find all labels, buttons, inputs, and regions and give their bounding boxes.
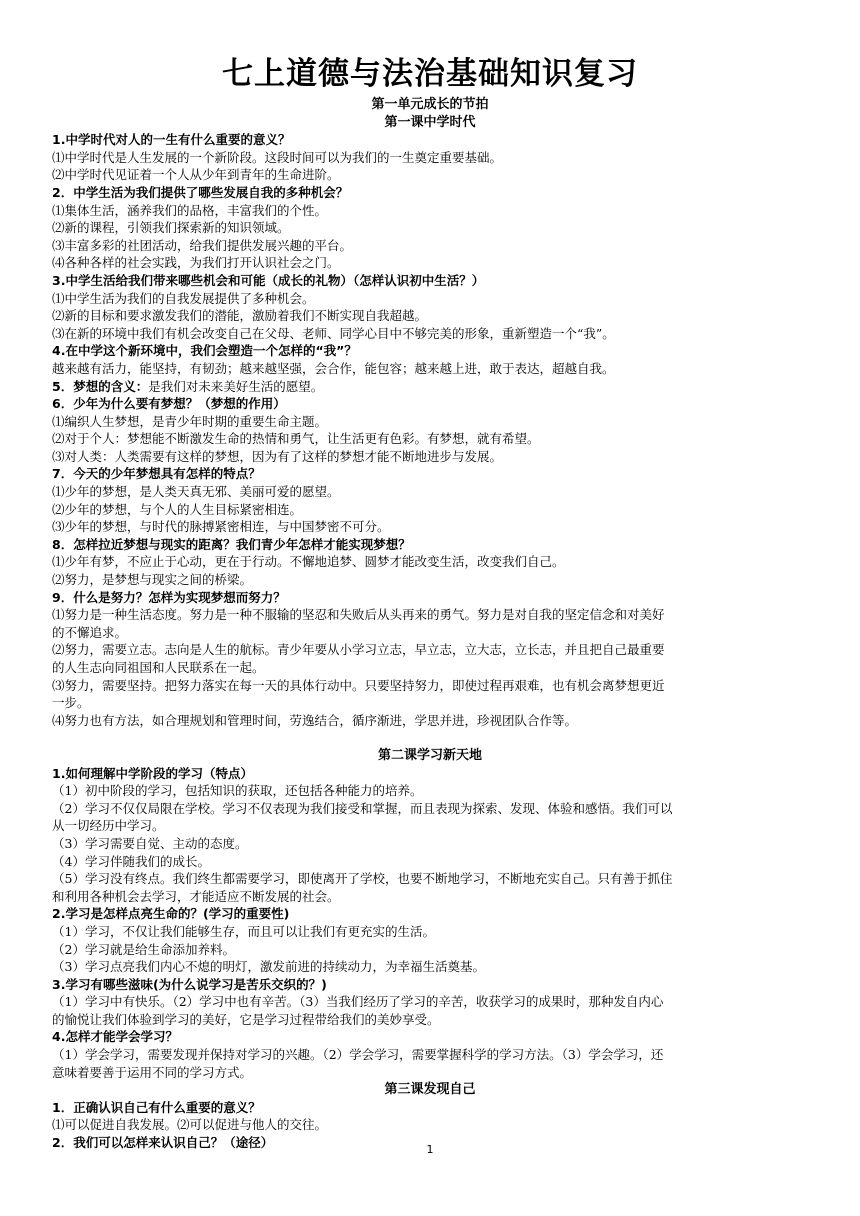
- answer-line: （3）学习需要自觉、主动的态度。: [52, 835, 248, 851]
- answer-line: ⑴可以促进自我发展。⑵可以促进与他人的交往。: [52, 1117, 328, 1133]
- answer-line: （4）学习伴随我们的成长。: [52, 853, 210, 869]
- answer-line: ⑵少年的梦想，与个人的人生目标紧密相连。: [52, 501, 303, 517]
- question: 9．什么是努力？怎样为实现梦想而努力？: [52, 589, 286, 605]
- unit-heading: 第一单元成长的节拍: [371, 97, 489, 112]
- answer-line: （5）学习没有终点。我们终生都需要学习，即使离开了学校，也要不断地学习，不断地充实自己。只有善于抓住: [52, 871, 673, 887]
- answer-line: ⑷努力也有方法，如合理规划和管理时间，劳逸结合，循序渐进，学思并进，珍视团队合作等。: [52, 712, 578, 728]
- answer-line: 一步。: [52, 695, 90, 711]
- answer-line: ⑶少年的梦想，与时代的脉搏紧密相连，与中国梦密不可分。: [52, 519, 390, 535]
- answer-line: ⑵努力，是梦想与现实之间的桥梁。: [52, 572, 253, 588]
- answer-line: （1）学习，不仅让我们能够生存，而且可以让我们有更充实的生活。: [52, 923, 435, 939]
- answer-line: 的人生志向同祖国和人民联系在一起。: [52, 660, 265, 675]
- question: 2.学习是怎样点亮生命的？(学习的重要性): [52, 906, 290, 922]
- answer-line: （2）学习不仅仅局限在学校。学习不仅表现为我们接受和掌握，而且表现为探索、发现、体验和感悟。我们可以: [52, 800, 673, 816]
- question-inline: [52, 378, 808, 396]
- document-page: [52, 52, 808, 1152]
- answer-line: ⑴中学生活为我们的自我发展提供了多种机会。: [52, 290, 315, 306]
- answer-line: ⑴集体生活，涵养我们的品格，丰富我们的个性。: [52, 202, 328, 218]
- question-label: 5．梦想的含义：: [52, 378, 149, 394]
- section-gap: [52, 729, 808, 747]
- question: 4.怎样才能学会学习？: [52, 1029, 178, 1045]
- answer-line: 意味着要善于运用不同的学习方式。: [52, 1064, 253, 1080]
- answer-line: （2）学习就是给生命添加养料。: [52, 941, 235, 957]
- lesson2-heading: 第二课学习新天地: [377, 747, 482, 763]
- question: 4.在中学这个新环境中，我们会塑造一个怎样的“我”？: [52, 343, 357, 359]
- document-title: 七上道德与法治基础知识复习: [222, 56, 638, 92]
- answer-line: 和利用各种机会去学习，才能适应不断发展的社会。: [52, 888, 340, 904]
- question: 8．怎样拉近梦想与现实的距离？我们青少年怎样才能实现梦想？: [52, 536, 411, 552]
- lesson1-heading: 第一课中学时代: [384, 114, 476, 130]
- answer-line: ⑷各种各样的社会实践，为我们打开认识社会之门。: [52, 255, 340, 271]
- question: 1．正确认识自己有什么重要的意义？: [52, 1099, 261, 1115]
- answer-line: 的不懈追求。: [52, 624, 128, 640]
- answer-line: （1）学会学习，需要发现并保持对学习的兴趣。（2）学会学习，需要掌握科学的学习方法。（3）学会学习，还: [52, 1047, 664, 1063]
- question: 1.中学时代对人的一生有什么重要的意义？: [52, 132, 291, 148]
- question: 2．我们可以怎样来认识自己？（途径）: [52, 1135, 274, 1151]
- answer-line: ⑶在新的环境中我们有机会改变自己在父母、老师、同学心目中不够完美的形象，重新塑造一个“我”。: [52, 325, 615, 341]
- answer-line: 从一切经历中学习。: [52, 818, 165, 834]
- answer-line: 的愉悦让我们体验到学习的美好，它是学习过程带给我们的美妙享受。: [52, 1011, 440, 1027]
- question: 3.学习有哪些滋味(为什么说学习是苦乐交织的？): [52, 976, 327, 992]
- answer-line: （1）学习中有快乐。（2）学习中也有辛苦。（3）当我们经历了学习的辛苦，收获学习的成果时，那种发自内心: [52, 994, 664, 1010]
- answer-line: （1）初中阶段的学习，包括知识的获取，还包括各种能力的培养。: [52, 783, 423, 799]
- answer-line: ⑴努力是一种生活态度。努力是一种不服输的坚忍和失败后从头再来的勇气。努力是对自我的坚定信念和对美好: [52, 607, 665, 623]
- answer-line: ⑶丰富多彩的社团活动，给我们提供发展兴趣的平台。: [52, 237, 353, 253]
- question: 2．中学生活为我们提供了哪些发展自我的多种机会？: [52, 184, 349, 200]
- answer-line: （3）学习点亮我们内心不熄的明灯，激发前进的持续动力，为幸福生活奠基。: [52, 959, 485, 975]
- answer-line: ⑴中学时代是人生发展的一个新阶段。这段时间可以为我们的一生奠定重要基础。: [52, 149, 503, 165]
- page-number: 1: [426, 1143, 434, 1156]
- question-answer-inline: 是我们对未来美好生活的愿望。: [148, 378, 324, 394]
- question: 3.中学生活给我们带来哪些机会和可能（成长的礼物）（怎样认识初中生活？）: [52, 272, 485, 288]
- answer-line: ⑵中学时代见证着一个人从少年到青年的生命进阶。: [52, 167, 340, 183]
- answer-line: ⑴少年的梦想，是人类天真无邪、美丽可爱的愿望。: [52, 484, 340, 500]
- answer-line: ⑵新的目标和要求激发我们的潜能，激励着我们不断实现自我超越。: [52, 308, 428, 324]
- question: 1.如何理解中学阶段的学习（特点）: [52, 765, 253, 781]
- answer-line: ⑶对人类：人类需要有这样的梦想，因为有了这样的梦想才能不断地进步与发展。: [52, 448, 503, 464]
- answer-line: ⑵对于个人：梦想能不断激发生命的热情和勇气，让生活更有色彩。有梦想，就有希望。: [52, 431, 540, 447]
- answer-line: 越来越有活力，能坚持，有韧劲；越来越坚强，会合作，能包容；越来越上进，敢于表达，超越自我。: [52, 360, 615, 376]
- question: 6．少年为什么要有梦想？（梦想的作用）: [52, 396, 286, 412]
- answer-line: ⑶努力，需要坚持。把努力落实在每一天的具体行动中。只要坚持努力，即使过程再艰难，也有机会离梦想更近: [52, 677, 665, 693]
- answer-line: ⑴编织人生梦想，是青少年时期的重要生命主题。: [52, 413, 328, 429]
- answer-line: ⑴少年有梦，不应止于心动，更在于行动。不懈地追梦、圆梦才能改变生活，改变我们自己。: [52, 554, 565, 570]
- lesson3-heading: 第三课发现自己: [384, 1082, 476, 1098]
- answer-line: ⑵新的课程，引领我们探索新的知识领域。: [52, 220, 290, 236]
- question: 7．今天的少年梦想具有怎样的特点？: [52, 466, 261, 482]
- answer-line: ⑵努力，需要立志。志向是人生的航标。青少年要从小学习立志，早立志，立大志，立长志，并且把自己最重要: [52, 642, 665, 658]
